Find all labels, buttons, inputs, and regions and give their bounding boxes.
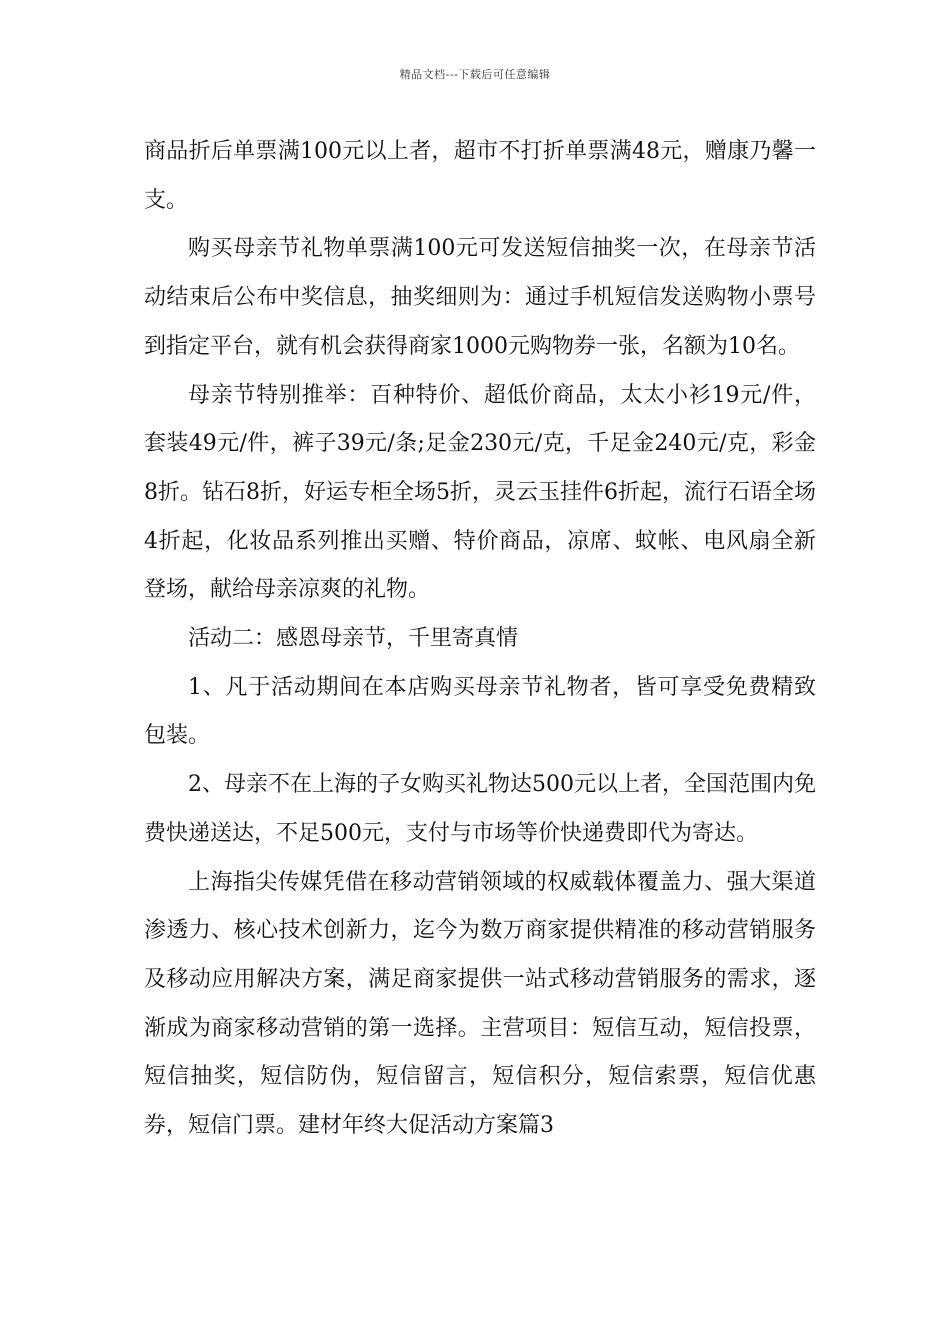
page-header: 精品文档---下载后可任意编辑 xyxy=(399,68,551,81)
paragraph-express-delivery: 2、母亲不在上海的子女购买礼物达500元以上者，全国范围内免费快递送达，不足500元，支付与市场等价快递费即代为寄达。 xyxy=(144,772,816,846)
paragraph-activity-two-title: 活动二：感恩母亲节，千里寄真情 xyxy=(188,626,519,652)
paragraph-gift-wrapping: 1、凡于活动期间在本店购买母亲节礼物者，皆可享受免费精致包装。 xyxy=(144,674,816,749)
document-body xyxy=(144,128,816,1151)
paragraph-gift-offer: 商品折后单票满100元以上者，超市不打折单票满48元，赠康乃馨一支。 xyxy=(144,139,816,213)
paragraph-company-intro: 上海指尖传媒凭借在移动营销领域的权威载体覆盖力、强大渠道渗透力、核心技术创新力，迄今为数万商家提供精准的移动营销服务及移动应用解决方案，满足商家提供一站式移动营销服务的需求，逐渐成为商家移动营销的第一选择。主营项目：短信互动，短信投票，短信抽奖，短信防伪，短信留言，短信积分，短信索票，短信优惠券，短信门票。建材年终大促活动方案篇3 xyxy=(144,869,816,1139)
paragraph-lottery: 购买母亲节礼物单票满100元可发送短信抽奖一次，在母亲节活动结束后公布中奖信息，抽奖细则为：通过手机短信发送购物小票号到指定平台，就有机会获得商家1000元购物券一张，名额为10名。 xyxy=(144,236,816,359)
paragraph-special-deals: 母亲节特别推举：百种特价、超低价商品，太太小衫19元/件，套装49元/件，裤子39元/条;足金230元/克，千足金240元/克，彩金8折。钻石8折，好运专柜全场5折，灵云玉挂件6折起，流行石语全场4折起，化妆品系列推出买赠、特价商品，凉席、蚊帐、电风扇全新登场，献给母亲凉爽的礼物。 xyxy=(144,382,816,603)
